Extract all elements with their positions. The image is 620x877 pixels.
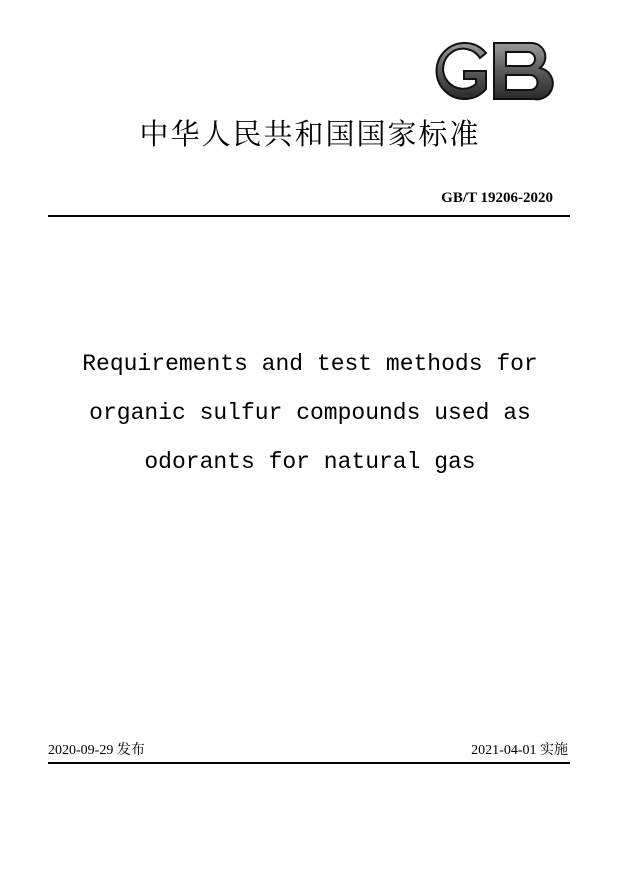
gb-logo (428, 37, 556, 105)
title-line-3: odorants for natural gas (144, 449, 476, 475)
issue-label: 发布 (116, 743, 145, 758)
issuing-organization: 中华人民共和国国家标准 (139, 117, 481, 151)
issue-date-block (48, 742, 145, 760)
footer-divider (48, 762, 570, 764)
document-title (0, 340, 620, 487)
effective-date: 2021-04-01 (471, 743, 537, 758)
standard-number: GB/T 19206-2020 (441, 190, 553, 206)
issue-date: 2020-09-29 (48, 743, 114, 758)
effective-date-block (471, 742, 568, 760)
header-divider (48, 215, 570, 217)
title-line-2: organic sulfur compounds used as (89, 400, 531, 426)
effective-label: 实施 (540, 743, 568, 758)
title-line-1: Requirements and test methods for (82, 351, 538, 377)
